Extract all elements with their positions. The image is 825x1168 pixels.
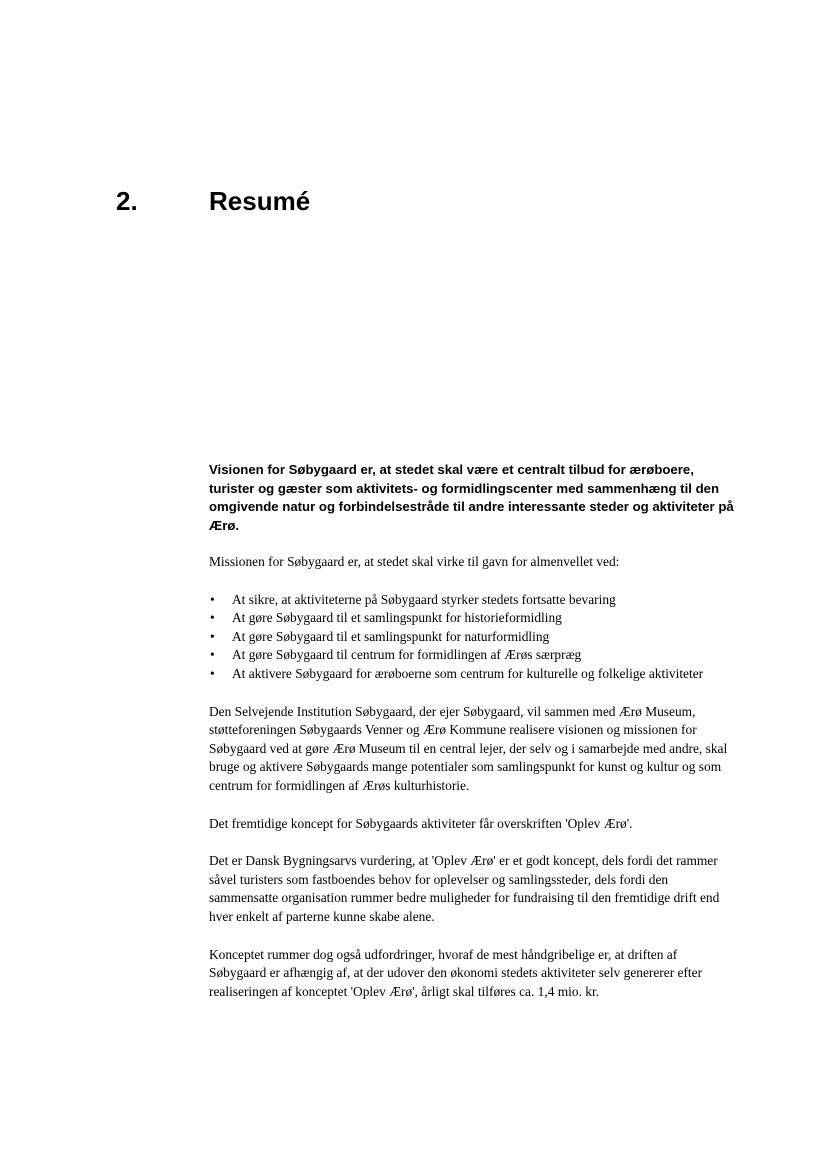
bullet-icon: • bbox=[210, 665, 215, 681]
list-item-text: At gøre Søbygaard til et samlingspunkt for historieformidling bbox=[232, 610, 562, 626]
list-item bbox=[209, 609, 737, 628]
list-item bbox=[209, 591, 737, 610]
paragraph-challenges: Konceptet rummer dog også udfordringer, hvoraf de mest håndgribelige er, at driften af Søbygaard er afhængig af, at der udover den økonomi stedets aktiviteter selv genererer efter realiseringen af konceptet 'Oplev Ærø', årligt skal tilføres ca. 1,4 mio. kr. bbox=[209, 946, 703, 999]
list-item-text: At sikre, at aktiviteterne på Søbygaard styrker stedets fortsatte bevaring bbox=[232, 591, 616, 607]
list-item-text: At aktivere Søbygaard for ærøboerne som centrum for kulturelle og folkelige aktiviteter bbox=[232, 665, 704, 681]
paragraph-concept: Det fremtidige koncept for Søbygaards aktiviteter får overskriften 'Oplev Ærø'. bbox=[209, 815, 633, 831]
paragraph-assessment: Det er Dansk Bygningsarvs vurdering, at 'Oplev Ærø' er et godt koncept, dels fordi det rammer såvel turisters som fastboendes behov for oplevelser og samlingssteder, dels fordi den sammensatte organisation rummer bedre muligheder for fundraising til den fremtidige drift end hver enkelt af parterne kunne skabe alene. bbox=[209, 853, 720, 924]
bullet-icon: • bbox=[210, 647, 215, 663]
summary-content bbox=[209, 461, 737, 1020]
mission-list bbox=[209, 591, 737, 684]
bullet-icon: • bbox=[210, 610, 215, 626]
list-item-text: At gøre Søbygaard til centrum for formidlingen af Ærøs særpræg bbox=[232, 647, 582, 663]
list-item bbox=[209, 665, 737, 684]
mission-intro: Missionen for Søbygaard er, at stedet skal virke til gavn for almenvellet ved: bbox=[209, 554, 620, 569]
bullet-icon: • bbox=[210, 591, 215, 607]
paragraph-organisation: Den Selvejende Institution Søbygaard, der ejer Søbygaard, vil sammen med Ærø Museum, støtteforeningen Søbygaards Venner og Ærø Kommune realisere visionen og missionen for Søbygaard ved at gøre Ærø Museum til en central lejer, der selv og i samarbejde med andre, skal bruge og aktivere Søbygaards mange potentialer som samlingspunkt for kunst og kultur og som centrum for formidlingen af Ærøs kulturhistorie. bbox=[209, 703, 728, 793]
list-item-text: At gøre Søbygaard til et samlingspunkt for naturformidling bbox=[232, 628, 550, 644]
chapter-title: Resumé bbox=[209, 186, 311, 216]
list-item bbox=[209, 646, 737, 665]
vision-statement: Visionen for Søbygaard er, at stedet skal være et centralt tilbud for ærøboere, turister og gæster som aktivitets- og formidlingscenter med sammenhæng til den omgivende natur og forbindelsestråde til andre interessante steder og aktiviteter på Ærø. bbox=[209, 462, 734, 533]
bullet-icon: • bbox=[210, 628, 215, 644]
chapter-number: 2. bbox=[116, 186, 138, 216]
list-item bbox=[209, 628, 737, 647]
